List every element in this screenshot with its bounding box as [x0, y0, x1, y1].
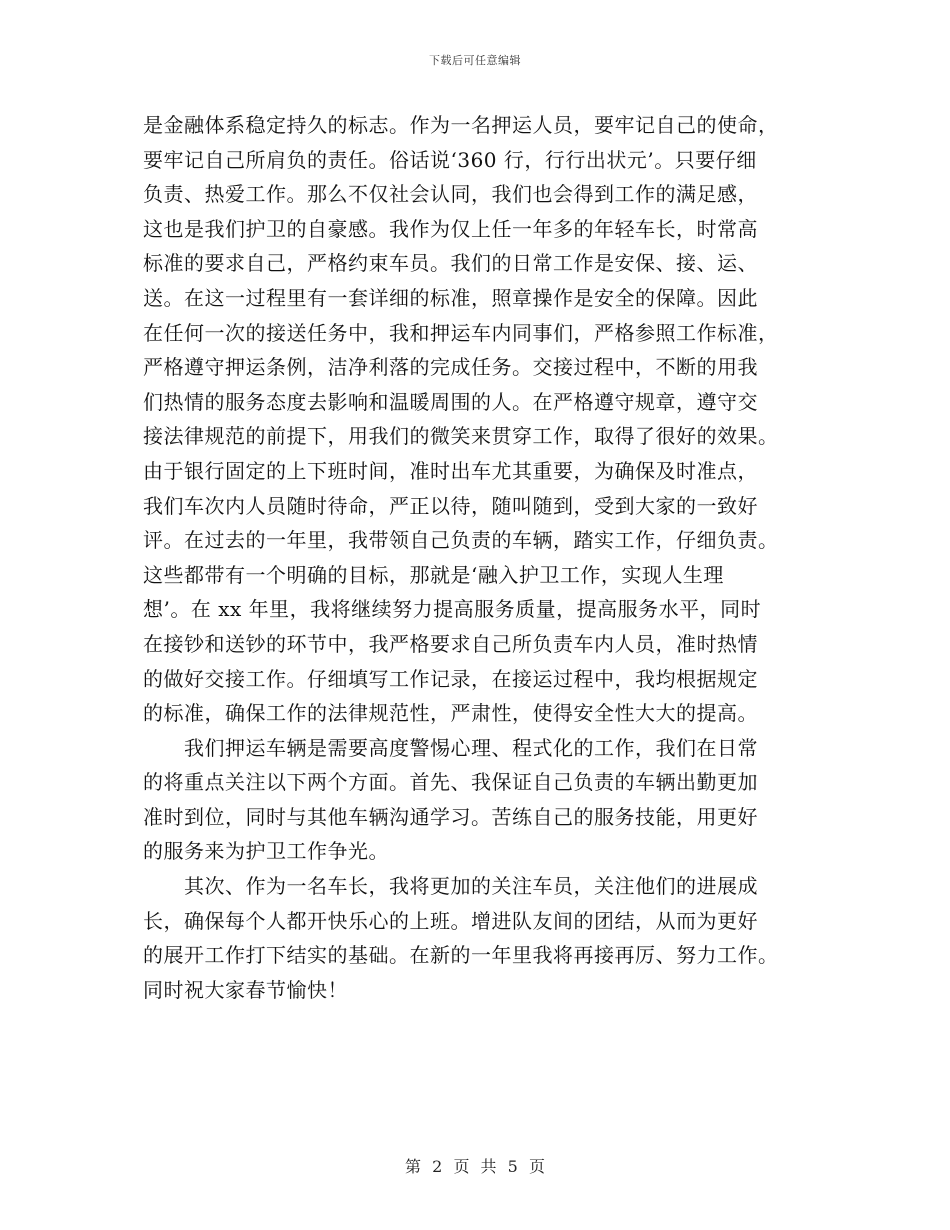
text-line: 想’。在 xx 年里，我将继续努力提高服务质量，提高服务水平，同时: [143, 597, 762, 622]
text-line: 同时祝大家春节愉快！: [143, 977, 348, 1002]
footer-di: 第: [405, 1157, 422, 1176]
text-line: 长，确保每个人都开快乐心的上班。增进队友间的团结，从而为更好: [143, 908, 758, 933]
text-line: 这也是我们护卫的自豪感。我作为仅上任一年多的年轻车长，时常高: [143, 216, 758, 241]
footer-ye: 页: [453, 1157, 470, 1176]
current-page-number: 2: [432, 1157, 443, 1176]
text-line: 负责、热爱工作。那么不仅社会认同，我们也会得到工作的满足感，: [143, 182, 758, 207]
document-body: [143, 108, 811, 1007]
text-line: 由于银行固定的上下班时间，准时出车尤其重要，为确保及时准点，: [143, 458, 758, 483]
text-line: 标准的要求自己，严格约束车员。我们的日常工作是安保、接、运、: [143, 251, 758, 276]
text-line: 的将重点关注以下两个方面。首先、我保证自己负责的车辆出勤更加: [143, 770, 758, 795]
text-line: 的展开工作打下结实的基础。在新的一年里我将再接再厉、努力工作。: [143, 943, 779, 968]
text-line: 的标准，确保工作的法律规范性，严肃性，使得安全性大大的提高。: [143, 701, 758, 726]
text-line: 是金融体系稳定持久的标志。作为一名押运人员，要牢记自己的使命，: [143, 113, 779, 137]
page-footer: [0, 1154, 950, 1177]
text-line: 准时到位，同时与其他车辆沟通学习。苦练自己的服务技能，用更好: [143, 804, 758, 829]
footer-ye-2: 页: [528, 1157, 545, 1176]
text-line: 我们押运车辆是需要高度警惕心理、程式化的工作，我们在日常: [143, 735, 758, 760]
text-line: 其次、作为一名车长，我将更加的关注车员，关注他们的进展成: [143, 874, 758, 899]
text-line: 送。在这一过程里有一套详细的标准，照章操作是安全的保障。因此: [143, 285, 758, 310]
text-line: 严格遵守押运条例，洁净利落的完成任务。交接过程中，不断的用我: [143, 355, 758, 380]
footer-gong: 共: [480, 1157, 497, 1176]
text-line: 在任何一次的接送任务中，我和押运车内同事们，严格参照工作标准，: [143, 320, 779, 345]
text-line: 评。在过去的一年里，我带领自己负责的车辆，踏实工作，仔细负责。: [143, 528, 779, 553]
total-pages-number: 5: [507, 1157, 518, 1176]
text-line: 接法律规范的前提下，用我们的微笑来贯穿工作，取得了很好的效果。: [143, 424, 779, 449]
text-line: 我们车次内人员随时待命，严正以待，随叫随到，受到大家的一致好: [143, 493, 758, 518]
text-line: 要牢记自己所肩负的责任。俗话说‘360 行，行行出状元’。只要仔细: [143, 147, 757, 172]
header-note: 下载后可任意编辑: [429, 54, 521, 67]
text-line: 这些都带有一个明确的目标，那就是‘融入护卫工作，实现人生理: [143, 562, 724, 587]
text-line: 的服务来为护卫工作争光。: [143, 839, 389, 864]
text-line: 的做好交接工作。仔细填写工作记录，在接运过程中，我均根据规定: [143, 666, 758, 691]
text-line: 在接钞和送钞的环节中，我严格要求自己所负责车内人员，准时热情: [143, 631, 758, 656]
text-line: 们热情的服务态度去影响和温暖周围的人。在严格遵守规章，遵守交: [143, 389, 758, 414]
